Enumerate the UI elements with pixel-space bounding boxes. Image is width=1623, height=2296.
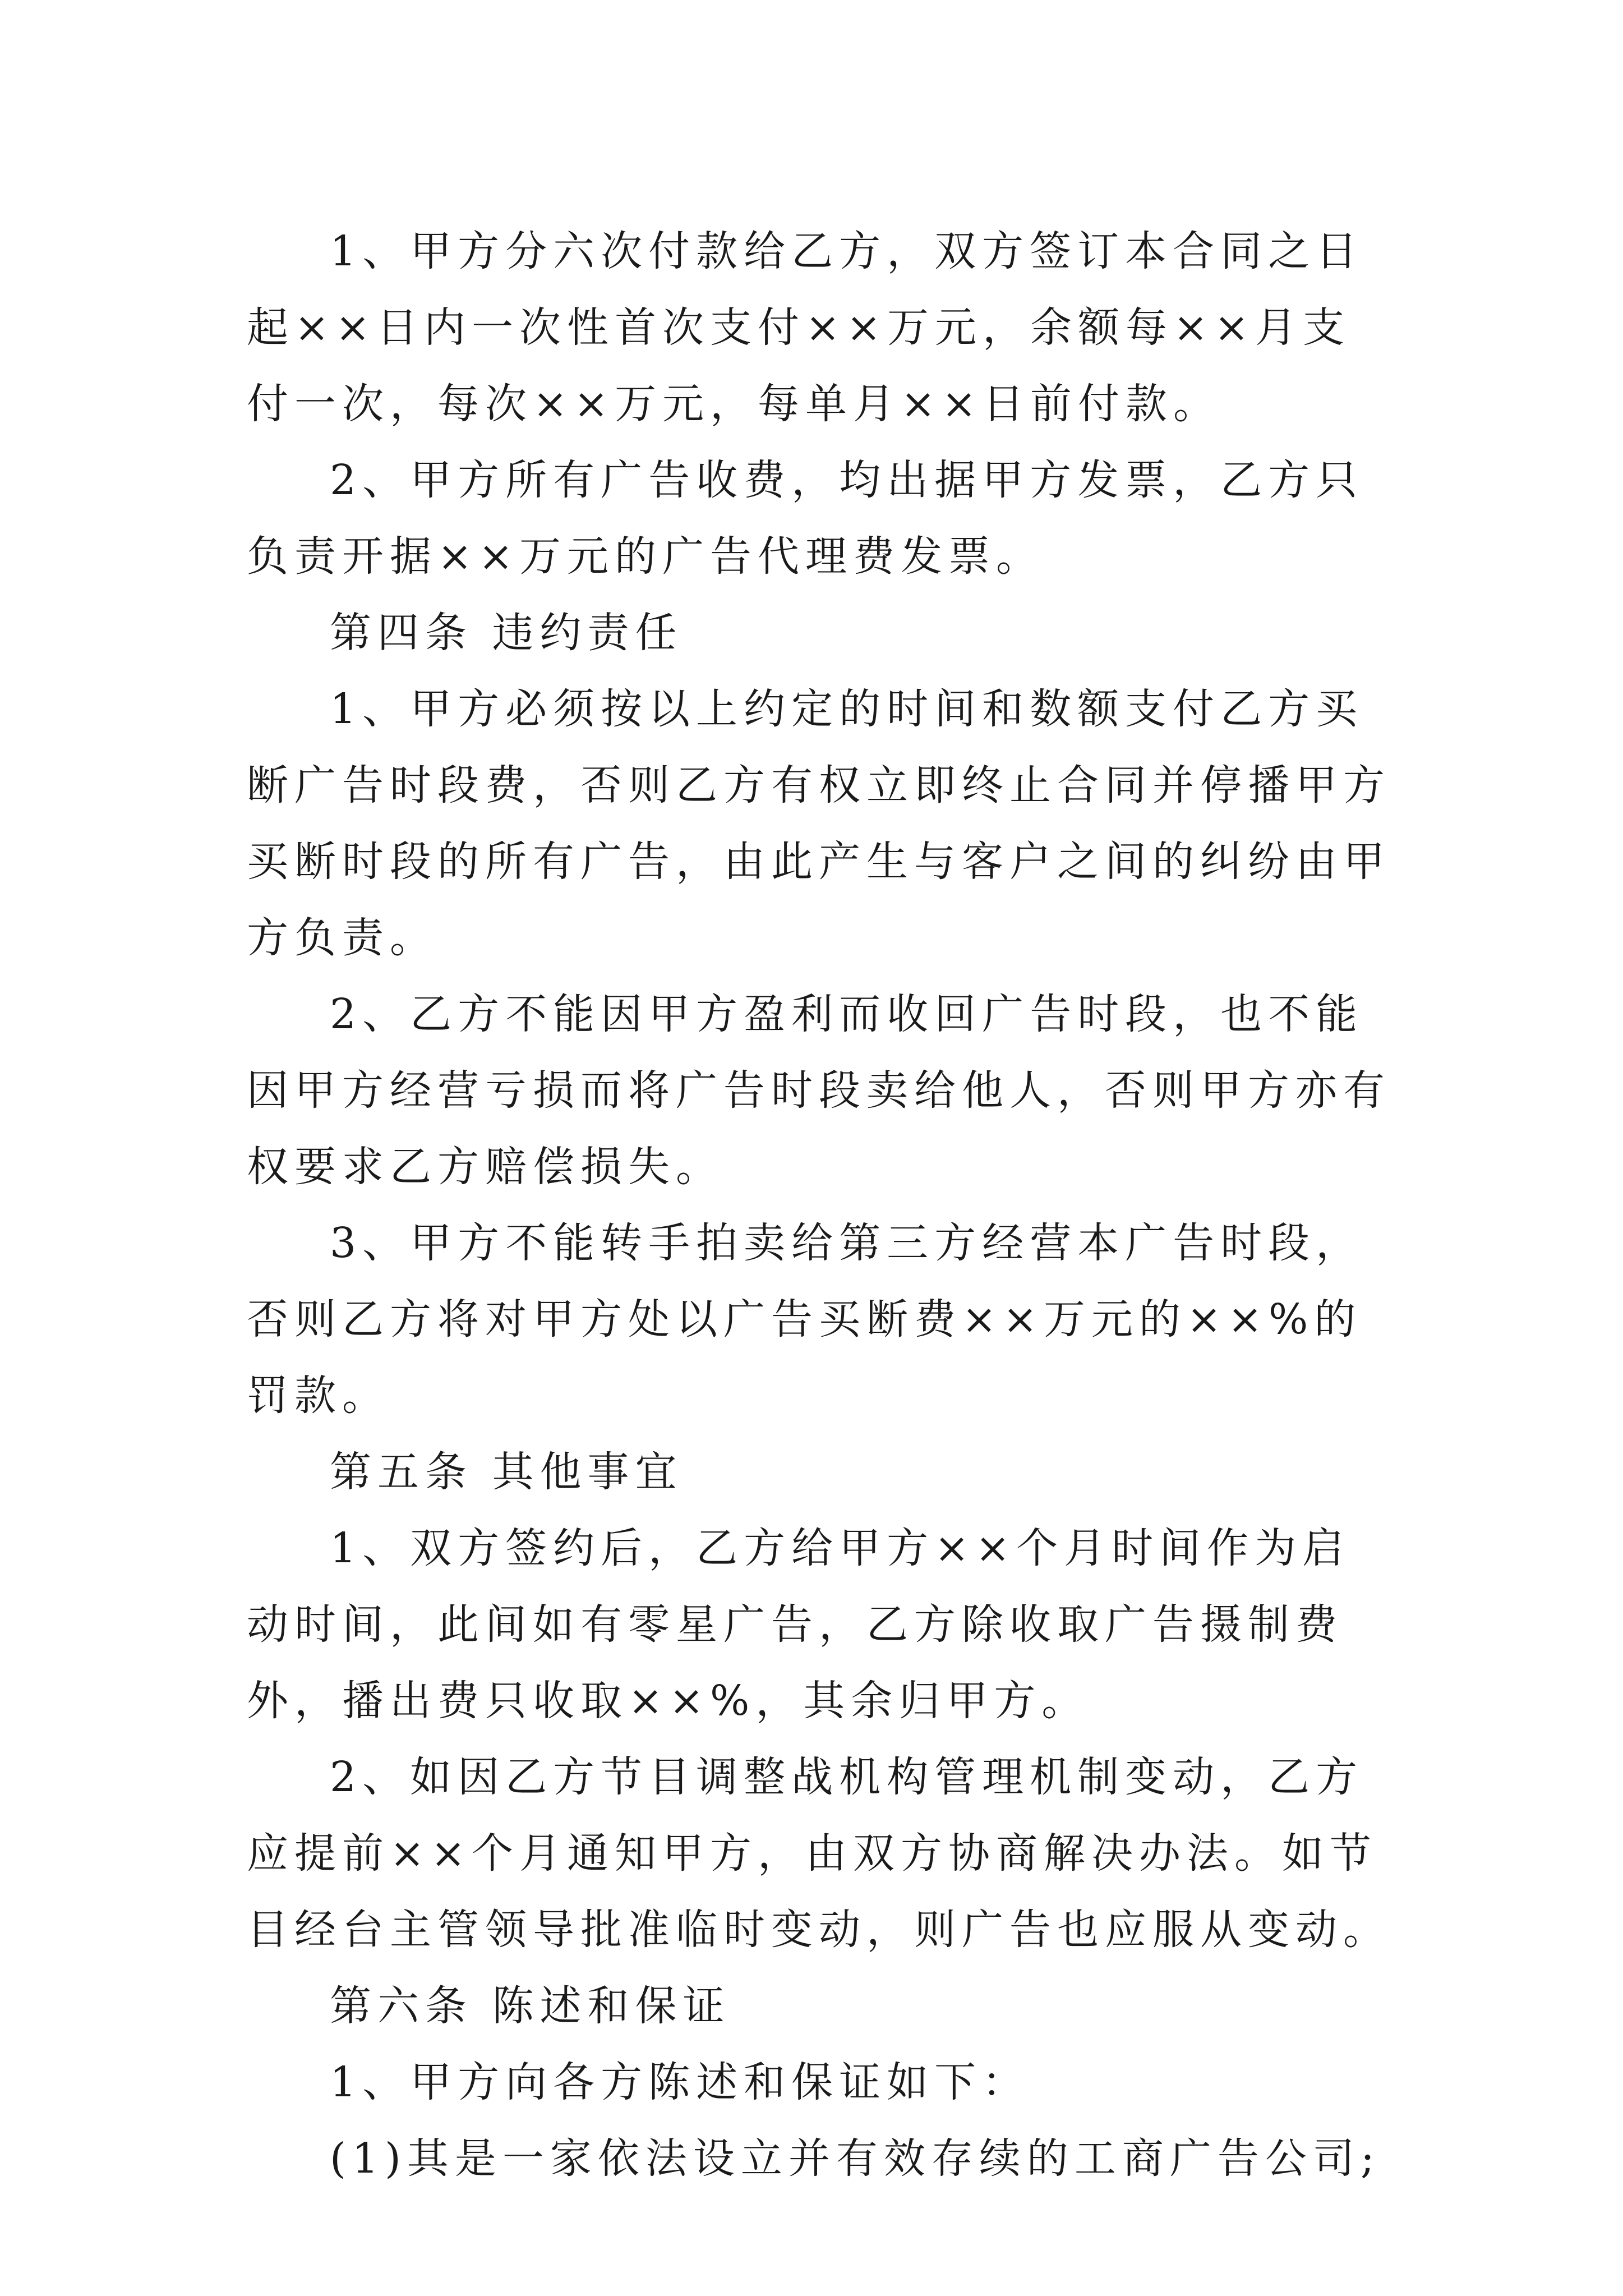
other-matters-clause-2: 2、如因乙方节目调整战机构管理机制变动，乙方应提前××个月通知甲方，由双方协商解决办法。如节目经台主管领导批准临时变动，则广告也应服从变动。 [247, 1753, 1391, 1954]
payment-clause-2: 2、甲方所有广告收费，均出据甲方发票，乙方只负责开据××万元的广告代理费发票。 [247, 456, 1364, 581]
article-6-heading: 第六条 陈述和保证 [330, 1982, 731, 2030]
representation-clause-1: 1、甲方向各方陈述和保证如下： [330, 2058, 1030, 2106]
liability-clause-1: 1、甲方必须按以上约定的时间和数额支付乙方买断广告时段费，否则乙方有权立即终止合同并停播甲方买断时段的所有广告，由此产生与客户之间的纠纷由甲方负责。 [247, 685, 1391, 962]
article-4-heading: 第四条 违约责任 [330, 609, 683, 657]
other-matters-clause-1: 1、双方签约后，乙方给甲方××个月时间作为启动时间，此间如有零星广告，乙方除收取广告摄制费外，播出费只收取××%，其余归甲方。 [247, 1524, 1350, 1725]
liability-clause-3: 3、甲方不能转手拍卖给第三方经营本广告时段，否则乙方将对甲方处以广告买断费××万元的××%的罚款。 [247, 1219, 1364, 1420]
representation-subclause-1: (1)其是一家依法设立并有效存续的工商广告公司; [330, 2134, 1381, 2183]
article-5-heading: 第五条 其他事宜 [330, 1448, 683, 1496]
liability-clause-2: 2、乙方不能因甲方盈利而收回广告时段，也不能因甲方经营亏损而将广告时段卖给他人，否则甲方亦有权要求乙方赔偿损失。 [247, 990, 1391, 1191]
document-body [247, 213, 1391, 2197]
payment-clause-1: 1、甲方分六次付款给乙方，双方签订本合同之日起××日内一次性首次支付××万元，余额每××月支付一次，每次××万元，每单月××日前付款。 [247, 227, 1364, 428]
